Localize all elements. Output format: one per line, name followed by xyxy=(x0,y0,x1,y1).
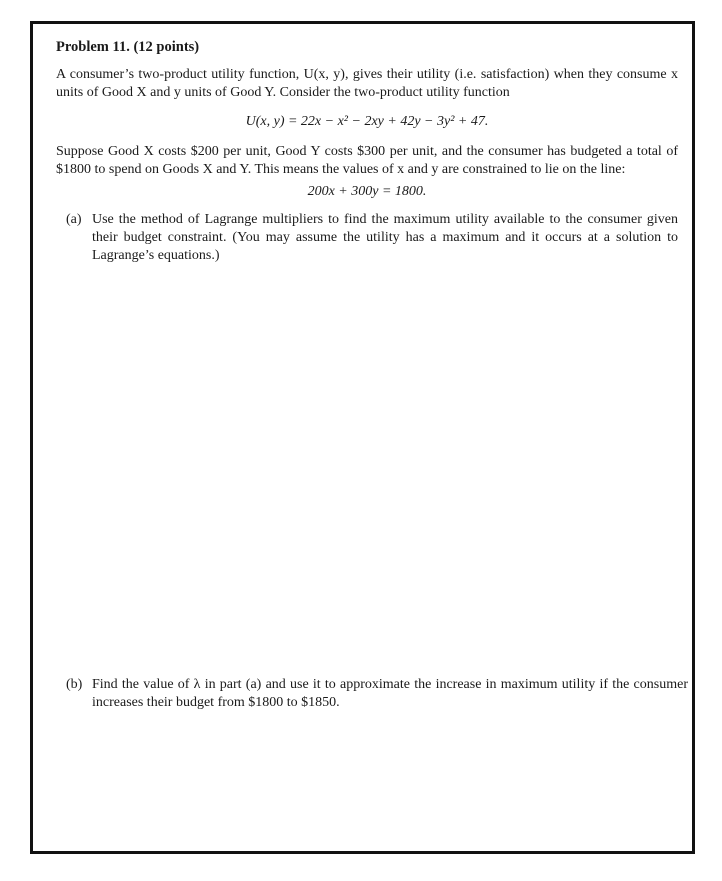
part-a-label: (a) xyxy=(66,212,82,227)
problem-content xyxy=(56,38,688,710)
constraint-equation: 200x + 300y = 1800. xyxy=(307,184,427,199)
part-b-label: (b) xyxy=(66,677,83,692)
part-a xyxy=(66,211,678,265)
part-b xyxy=(66,676,688,712)
problem-intro: A consumer’s two-product utility function, U(x, y), gives their utility (i.e. satisfaction) when they consume x units of Good X and y units of Good Y. Consider the two-product utility function xyxy=(56,67,678,100)
budget-text: Suppose Good X costs $200 per unit, Good Y costs $300 per unit, and the consumer has budgeted a total of $1800 to spend on Goods X and Y. This means the values of x and y are constrained to lie on the line: xyxy=(56,144,678,177)
part-b-text: Find the value of λ in part (a) and use it to approximate the increase in maximum utility if the consumer increases their budget from $1800 to $1850. xyxy=(92,677,688,710)
part-a-text: Use the method of Lagrange multipliers to find the maximum utility available to the consumer given their budget constraint. (You may assume the utility has a maximum and it occurs at a solution to Lagrange’s equations.) xyxy=(92,212,678,263)
utility-equation: U(x, y) = 22x − x² − 2xy + 42y − 3y² + 47. xyxy=(245,114,489,129)
page-frame xyxy=(30,21,695,854)
problem-title: Problem 11. (12 points) xyxy=(56,39,200,55)
